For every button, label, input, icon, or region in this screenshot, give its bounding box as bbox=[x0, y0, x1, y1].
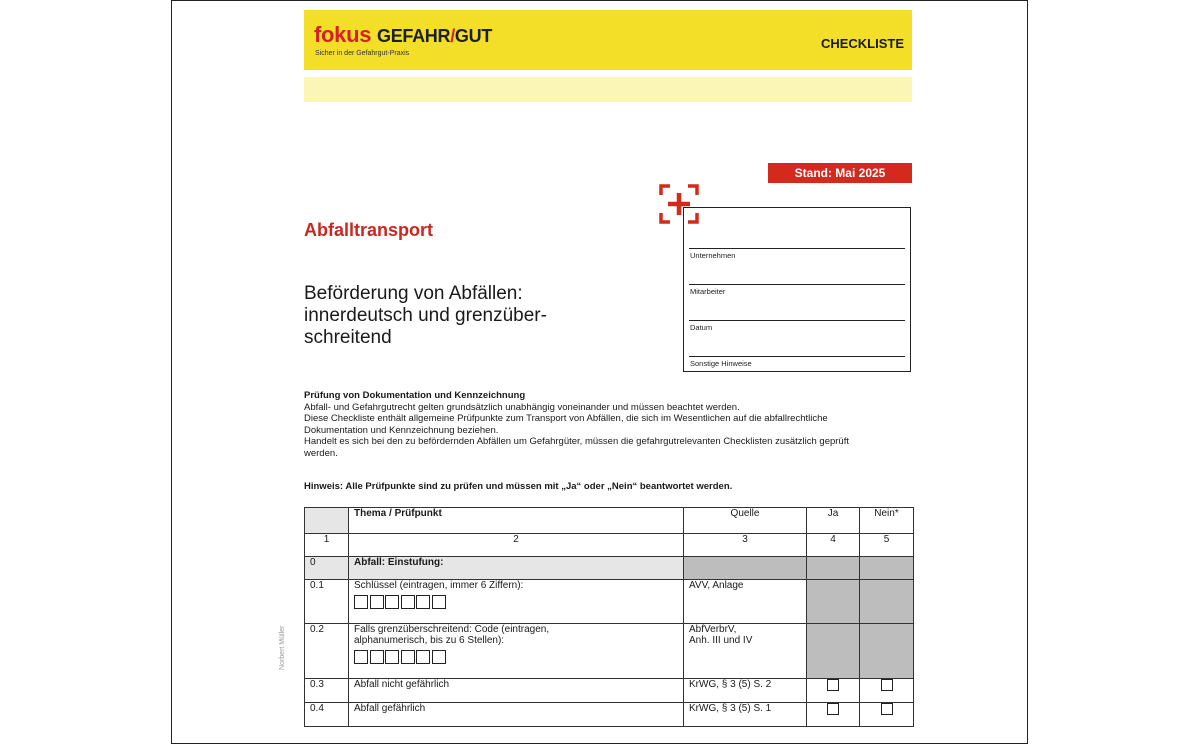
table-row: 0.2 Falls grenzüberschreitend: Code (eintragen, alphanumerisch, bis zu 6 Stellen): AbfVerbrV, Anh. III und IV bbox=[305, 624, 914, 679]
header-cell: Nein* bbox=[860, 508, 914, 534]
hint-text: Hinweis: Alle Prüfpunkte sind zu prüfen und müssen mit „Ja“ oder „Nein“ beantwortet werden. bbox=[304, 481, 733, 492]
notes-line[interactable] bbox=[689, 356, 905, 357]
nein-checkbox[interactable] bbox=[881, 679, 893, 691]
nein-checkbox[interactable] bbox=[881, 703, 893, 715]
employee-line[interactable] bbox=[689, 284, 905, 285]
document-title: Abfalltransport bbox=[304, 220, 434, 240]
intro-heading: Prüfung von Dokumentation und Kennzeichnung bbox=[304, 390, 526, 401]
column-number-row: 1 2 3 4 5 bbox=[305, 534, 914, 557]
table-header-row bbox=[305, 508, 914, 534]
company-line[interactable] bbox=[689, 248, 905, 249]
header-cell bbox=[305, 508, 349, 534]
logo-tagline: Sicher in der Gefahrgut-Praxis bbox=[315, 50, 410, 57]
company-label: Unternehmen bbox=[690, 251, 736, 260]
info-form-box bbox=[683, 207, 911, 372]
ja-checkbox[interactable] bbox=[827, 703, 839, 715]
code-entry-boxes[interactable] bbox=[354, 650, 678, 664]
table-row: 0.3 Abfall nicht gefährlich KrWG, § 3 (5) S. 2 bbox=[305, 679, 914, 703]
table-row: 0 Abfall: Einstufung: bbox=[305, 557, 914, 580]
ja-checkbox[interactable] bbox=[827, 679, 839, 691]
header-bar bbox=[304, 10, 912, 70]
doc-type-label: CHECKLISTE bbox=[820, 36, 904, 51]
date-line[interactable] bbox=[689, 320, 905, 321]
photo-credit: Norbert Müller bbox=[279, 625, 286, 670]
date-label: Datum bbox=[690, 323, 713, 332]
code-entry-boxes[interactable] bbox=[354, 595, 678, 609]
document-subtitle: Beförderung von Abfällen: innerdeutsch und grenzüber- schreitend bbox=[304, 283, 547, 348]
table-row: 0.4 Abfall gefährlich KrWG, § 3 (5) S. 1 bbox=[305, 703, 914, 727]
notes-label: Sonstige Hinweise bbox=[690, 359, 752, 368]
header-cell: Thema / Prüfpunkt bbox=[349, 508, 684, 534]
logo: fokus GEFAHR/GUT bbox=[314, 22, 493, 47]
table-row: 0.1 Schlüssel (eintragen, immer 6 Ziffern): AVV, Anlage bbox=[305, 580, 914, 624]
checklist-table bbox=[304, 507, 914, 727]
intro-text: Prüfung von Dokumentation und Kennzeichnung Abfall- und Gefahrgutrecht gelten grundsätzlich unabhängig voneinander und müssen beachtet werden. Diese Checkliste enthält allgemeine Prüfpunkte zum Transport von Abfällen, die sich im Wesentlichen auf die abfallrechtliche Dokumentation und Kennzeichnung beziehen. Handelt es sich bei den zu befördernden Abfällen um Gefahrgüter, müssen die gefahrgutrelevanten Checklisten zusätzlich geprüft werden. bbox=[304, 390, 912, 459]
header-cell: Ja bbox=[807, 508, 860, 534]
stand-badge: Stand: Mai 2025 bbox=[768, 163, 912, 183]
employee-label: Mitarbeiter bbox=[690, 287, 726, 296]
header-cell: Quelle bbox=[684, 508, 807, 534]
subheader-bar bbox=[304, 77, 912, 102]
